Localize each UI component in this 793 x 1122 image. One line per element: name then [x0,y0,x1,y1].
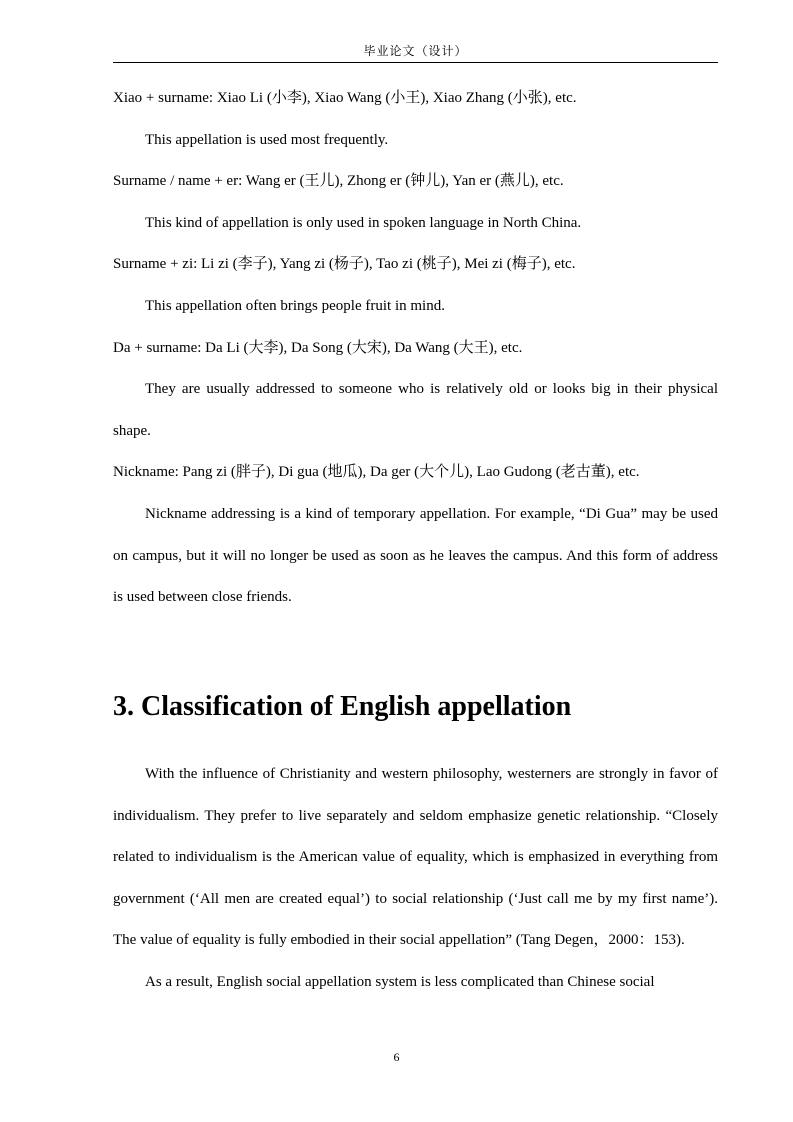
page-number: 6 [393,1050,400,1064]
paragraph-da-surname: Da + surname: Da Li (大李), Da Song (大宋), Da Wang (大王), etc. [113,339,523,356]
body-text-top [113,78,718,619]
page-header [113,40,718,63]
paragraph-as-a-result: As a result, English social appellation system is less complicated than Chinese social [145,973,655,990]
paragraph-er-suffix: Surname / name + er: Wang er (王儿), Zhong er (钟儿), Yan er (燕儿), etc. [113,173,564,190]
paragraph-xiao-surname: Xiao + surname: Xiao Li (小李), Xiao Wang (小王), Xiao Zhang (小张), etc. [113,90,577,106]
paragraph-zi-note: This appellation often brings people fruit in mind. [145,297,445,314]
paragraph-nickname-note: Nickname addressing is a kind of temporary appellation. For example, “Di Gua” may be used on campus, but it will no longer be used as soon as he leaves the campus. And this form of address is used between close friends. [113,505,718,606]
paragraph-zi-suffix: Surname + zi: Li zi (李子), Yang zi (杨子), Tao zi (桃子), Mei zi (梅子), etc. [113,256,576,273]
body-text-bottom [113,754,718,1004]
paragraph-xiao-note: This appellation is used most frequently. [145,131,389,148]
paragraph-da-note: They are usually addressed to someone who is relatively old or looks big in their physical shape. [113,381,718,439]
paragraph-individualism: With the influence of Christianity and western philosophy, westerners are strongly in favor of individualism. They prefer to live separately and seldom emphasize genetic relationship. “Closely related to individualism is the American value of equality, which is emphasized in everything from government (‘All men are created equal’) to social relationship (‘Just call me by my first name’). The value of equality is fully embodied in their social appellation” (Tang Degen，2000：153). [113,766,718,949]
section-heading: 3. Classification of English appellation [113,691,572,722]
header-title: 毕业论文（设计） [363,44,468,58]
paragraph-nickname: Nickname: Pang zi (胖子), Di gua (地瓜), Da ger (大个儿), Lao Gudong (老古董), etc. [113,464,640,481]
paragraph-er-note: This kind of appellation is only used in spoken language in North China. [145,214,582,231]
